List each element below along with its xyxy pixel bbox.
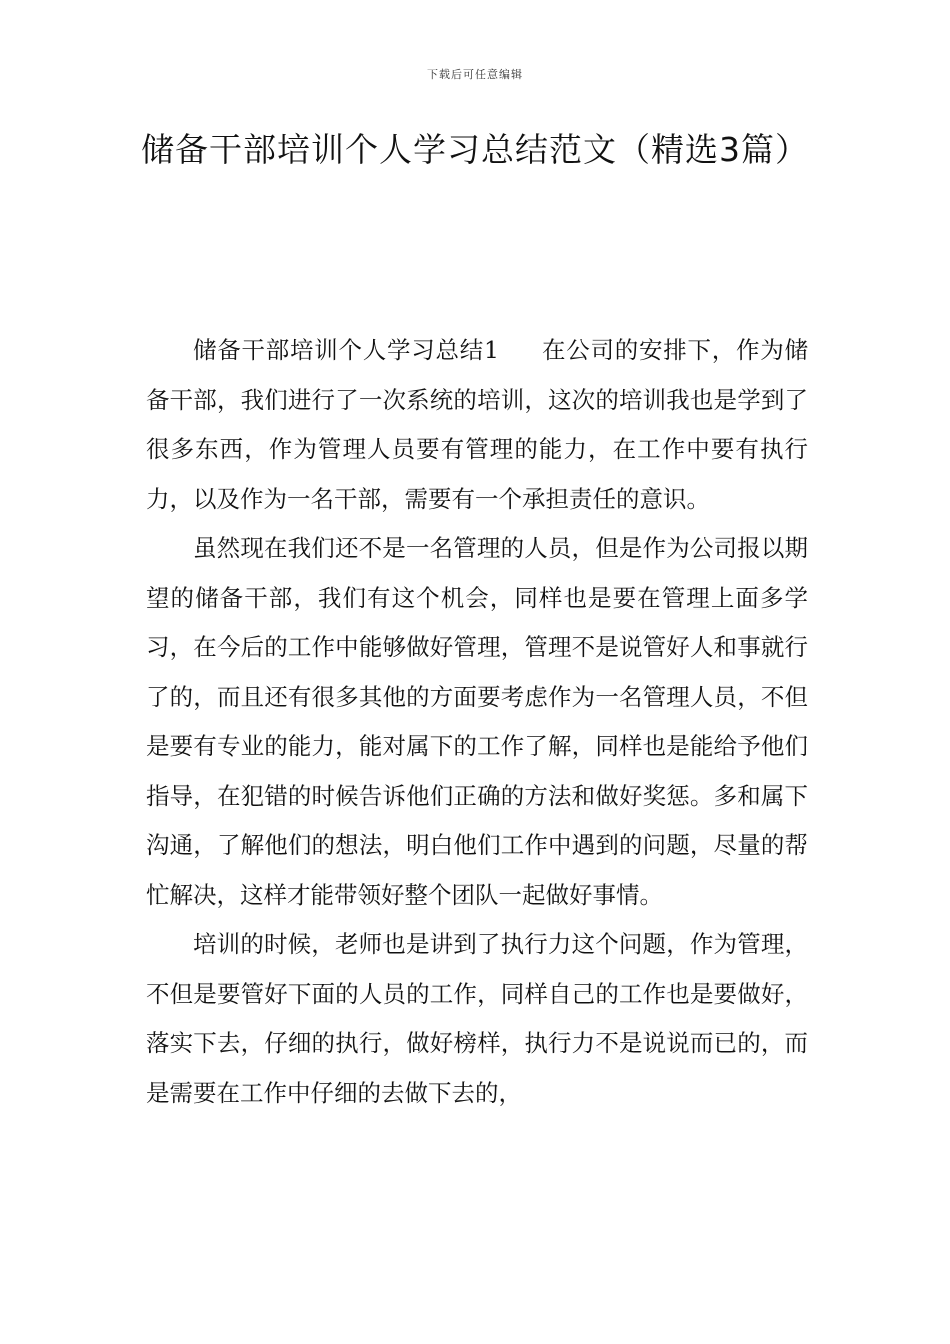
- header-note: 下载后可任意编辑: [427, 68, 523, 81]
- section-title: 储备干部培训个人学习总结1: [193, 336, 499, 364]
- paragraph-3: 培训的时候，老师也是讲到了执行力这个问题，作为管理，不但是要管好下面的人员的工作，同样自己的工作也是要做好，落实下去，仔细的执行，做好榜样，执行力不是说说而已的，而是需要在工作中仔细的去做下去的，: [146, 930, 808, 1107]
- paragraph-2: 虽然现在我们还不是一名管理的人员，但是作为公司报以期望的储备干部，我们有这个机会，同样也是要在管理上面多学习，在今后的工作中能够做好管理，管理不是说管好人和事就行了的，而且还有很多其他的方面要考虑作为一名管理人员，不但是要有专业的能力，能对属下的工作了解，同样也是能给予他们指导，在犯错的时候告诉他们正确的方法和做好奖惩。多和属下沟通，了解他们的想法，明白他们工作中遇到的问题，尽量的帮忙解决，这样才能带领好整个团队一起做好事情。: [146, 534, 808, 909]
- paragraph-1: [146, 326, 808, 524]
- paragraph-1-text: 在公司的安排下，作为储备干部，我们进行了一次系统的培训，这次的培训我也是学到了很多东西，作为管理人员要有管理的能力，在工作中要有执行力，以及作为一名干部，需要有一个承担责任的意识。: [146, 336, 808, 513]
- document-body: [146, 326, 808, 1118]
- document-title: 储备干部培训个人学习总结范文（精选3篇）: [141, 130, 809, 169]
